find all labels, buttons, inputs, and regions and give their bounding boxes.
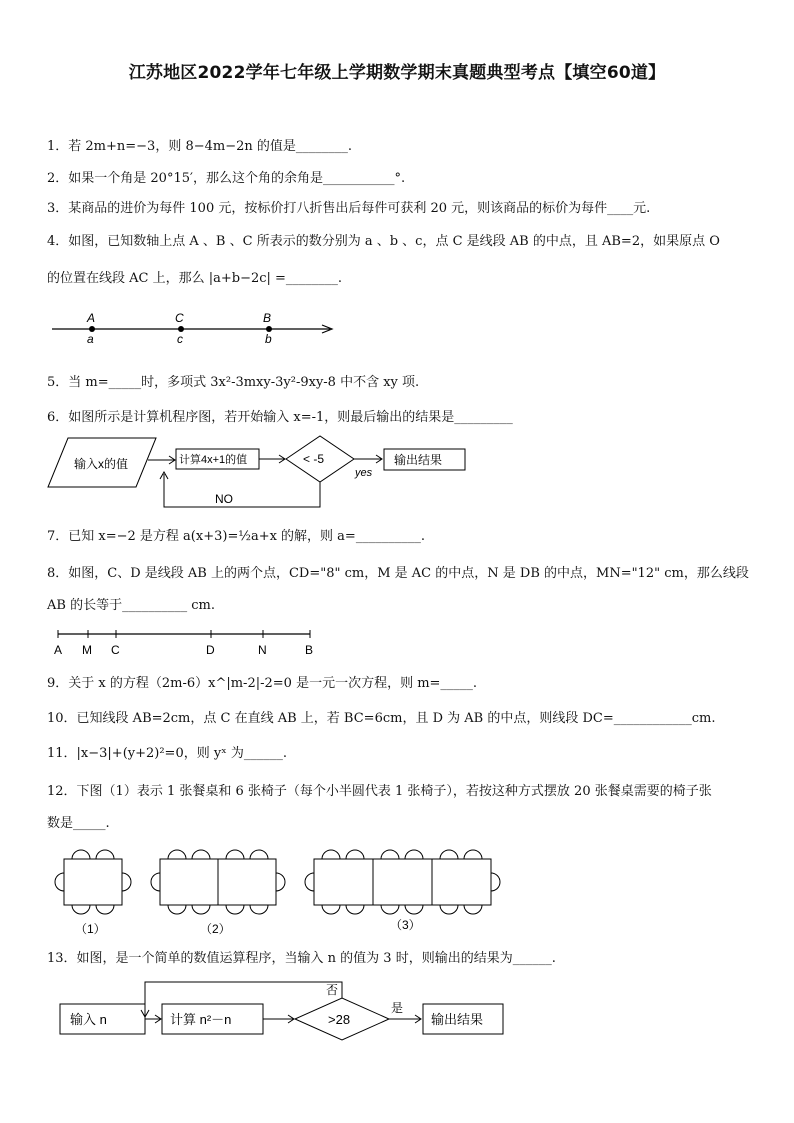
flow6-input-text: 输入x的值 bbox=[74, 457, 129, 471]
question-4-line2: 的位置在线段 AC 上，那么 |a+b−2c| =________. bbox=[47, 271, 343, 286]
table-caption-1: （1） bbox=[75, 922, 106, 936]
seg-label-A: A bbox=[54, 643, 63, 657]
seg-label-D: D bbox=[206, 643, 215, 657]
label-b: b bbox=[265, 332, 272, 346]
table-group-2 bbox=[151, 850, 285, 936]
question-13: 13．如图，是一个简单的数值运算程序，当输入 n 的值为 3 时，则输出的结果为______. bbox=[47, 951, 556, 966]
flow6-no-text: NO bbox=[215, 492, 233, 506]
question-8-line1: 8．如图，C、D 是线段 AB 上的两个点，CD="8" cm，M 是 AC 的中点，N 是 DB 的中点，MN="12" cm，那么线段 bbox=[47, 566, 749, 581]
question-2: 2．如果一个角是 20°15′，那么这个角的余角是___________°. bbox=[47, 171, 406, 186]
flow13-cond-text: >28 bbox=[328, 1012, 351, 1027]
question-10: 10．已知线段 AB=2cm，点 C 在直线 AB 上，若 BC=6cm，且 D 为 AB 的中点，则线段 DC=____________cm. bbox=[47, 711, 716, 726]
table-group-3 bbox=[305, 850, 500, 932]
label-A: A bbox=[87, 311, 96, 325]
label-C: C bbox=[175, 311, 184, 325]
flow6-cond-text: < -5 bbox=[303, 452, 325, 466]
flow13-input-text: 输入 n bbox=[70, 1012, 107, 1027]
seg-label-N: N bbox=[258, 643, 267, 657]
flow6-compute-text: 计算4x+1的值 bbox=[179, 454, 248, 466]
page-title: 江苏地区2022学年七年级上学期数学期末真题典型考点【填空60道】 bbox=[128, 63, 666, 83]
question-3: 3．某商品的进价为每件 100 元，按标价打八折售出后每件可获利 20 元，则该商品的标价为每件____元. bbox=[47, 201, 651, 216]
flow13-yes-text: 是 bbox=[391, 1001, 404, 1015]
flow6-yes-text: yes bbox=[355, 467, 373, 479]
question-11: 11．|x−3|+(y+2)²=0，则 yˣ 为______. bbox=[47, 746, 287, 761]
segment-figure-q8 bbox=[50, 628, 325, 658]
question-12-line2: 数是_____. bbox=[47, 816, 110, 831]
flowchart-q13 bbox=[58, 978, 508, 1038]
seg-label-C: C bbox=[111, 643, 120, 657]
seg-label-B: B bbox=[305, 643, 314, 657]
flow13-compute-text: 计算 n²－n bbox=[170, 1012, 232, 1027]
question-12-line1: 12．下图（1）表示 1 张餐桌和 6 张椅子（每个小半圆代表 1 张椅子），若按这种方式摆放 20 张餐桌需要的椅子张 bbox=[47, 784, 712, 799]
table-caption-2: （2） bbox=[200, 922, 231, 936]
table-group-1 bbox=[55, 850, 131, 936]
question-9: 9．关于 x 的方程（2m-6）x^|m-2|-2=0 是一元一次方程，则 m=_____. bbox=[47, 676, 478, 691]
question-4-line1: 4．如图，已知数轴上点 A 、B 、C 所表示的数分别为 a 、b 、c，点 C 是线段 AB 的中点，且 AB=2，如果原点 O bbox=[47, 234, 720, 249]
flow13-output-text: 输出结果 bbox=[431, 1012, 484, 1027]
label-B: B bbox=[263, 311, 272, 325]
question-8-line2: AB 的长等于__________ cm. bbox=[47, 598, 215, 613]
number-line-figure bbox=[50, 310, 350, 350]
label-a: a bbox=[87, 332, 94, 346]
seg-label-M: M bbox=[82, 643, 92, 657]
question-7: 7．已知 x=−2 是方程 a(x+3)=½a+x 的解，则 a=__________. bbox=[47, 529, 425, 544]
question-5: 5．当 m=_____时，多项式 3x²-3mxy-3y²-9xy-8 中不含 xy 项. bbox=[47, 375, 420, 390]
flowchart-q6 bbox=[48, 432, 478, 512]
label-c: c bbox=[177, 332, 183, 346]
question-1: 1．若 2m+n=−3，则 8−4m−2n 的值是________. bbox=[47, 139, 353, 154]
table-caption-3: （3） bbox=[390, 918, 421, 932]
tables-figure-q12 bbox=[48, 845, 508, 940]
flow6-output-text: 输出结果 bbox=[394, 453, 443, 467]
question-6: 6．如图所示是计算机程序图，若开始输入 x=-1，则最后输出的结果是_________ bbox=[47, 410, 513, 425]
flow13-no-text: 否 bbox=[326, 983, 339, 997]
